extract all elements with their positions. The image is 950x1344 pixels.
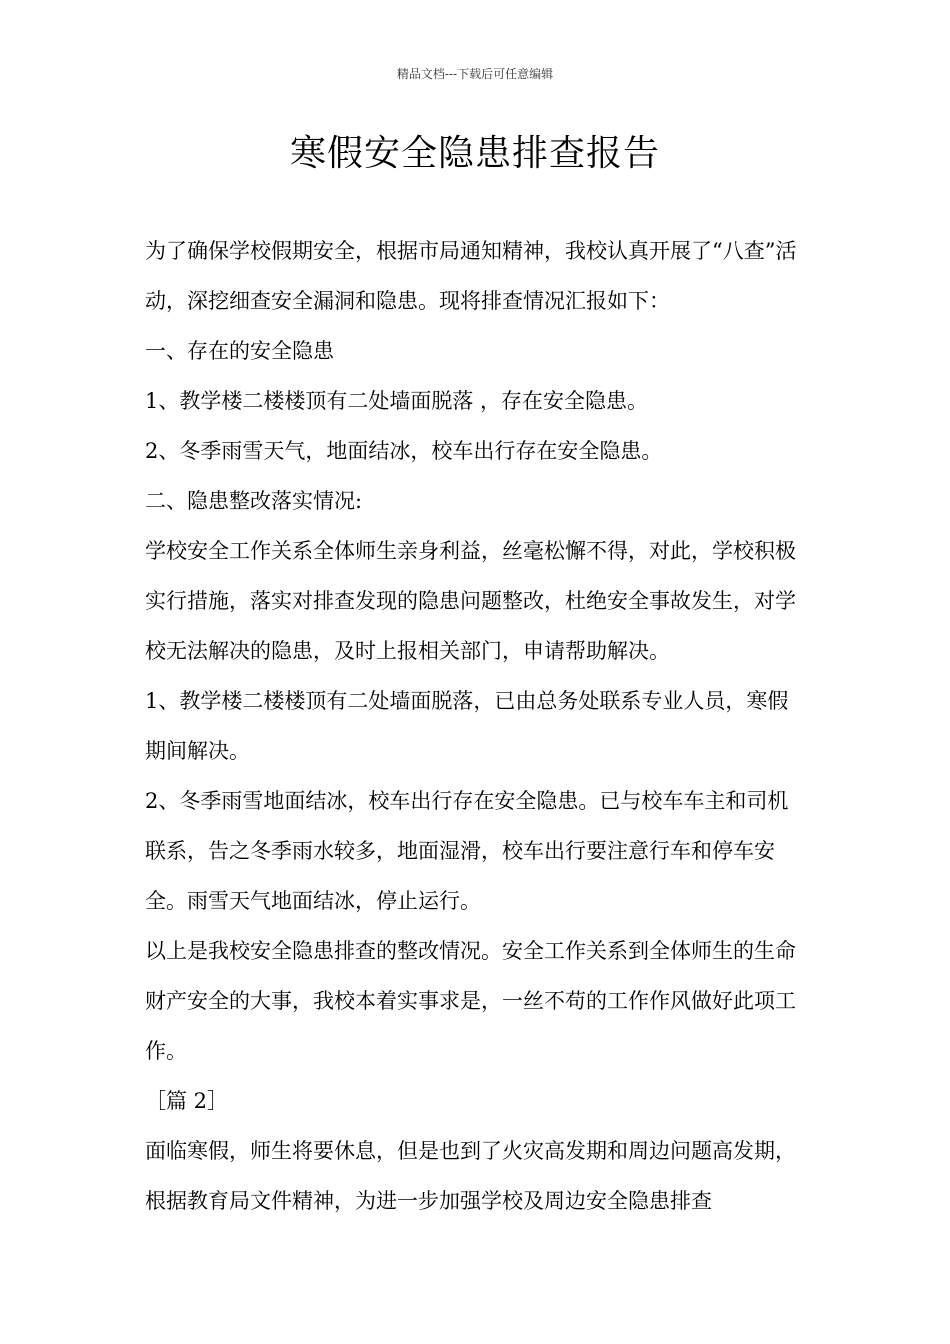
summary-paragraph: 以上是我校安全隐患排查的整改情况。安全工作关系到全体师生的生命财产安全的大事，我校本着实事求是，一丝不苟的工作作风做好此项工作。 xyxy=(145,939,796,1063)
document-title: 寒假安全隐患排查报告 xyxy=(289,133,660,174)
section-heading-rectification: 二、隐患整改落实情况: xyxy=(145,489,363,513)
hazard-item-2: 2、冬季雨雪天气，地面结冰，校车出行存在安全隐患。 xyxy=(145,439,663,463)
rectification-item-1: 1、教学楼二楼楼顶有二处墙面脱落，已由总务处联系专业人员，寒假期间解决。 xyxy=(145,689,789,763)
rectification-item-2: 2、冬季雨雪地面结冰，校车出行存在安全隐患。已与校车车主和司机联系，告之冬季雨水较多，地面湿滑，校车出行要注意行车和停车安全。雨雪天气地面结冰，停止运行。 xyxy=(145,789,789,913)
rectification-paragraph: 学校安全工作关系全体师生亲身利益，丝毫松懈不得，对此，学校积极实行措施，落实对排查发现的隐患问题整改，杜绝安全事故发生，对学校无法解决的隐患，及时上报相关部门，申请帮助解决。 xyxy=(145,539,796,663)
hazard-item-1: 1、教学楼二楼楼顶有二处墙面脱落 ，存在安全隐患。 xyxy=(145,389,649,413)
document-body xyxy=(145,226,807,1226)
header-note: 精品文档---下载后可任意编辑 xyxy=(396,67,554,81)
part-2-intro-paragraph: 面临寒假，师生将要休息，但是也到了火灾高发期和周边问题高发期，根据教育局文件精神，为进一步加强学校及周边安全隐患排查 xyxy=(145,1139,796,1213)
part-2-marker: ［篇 2］ xyxy=(145,1089,229,1113)
intro-paragraph: 为了确保学校假期安全，根据市局通知精神，我校认真开展了“八查”活动，深挖细查安全漏洞和隐患。现将排查情况汇报如下： xyxy=(145,239,797,313)
section-heading-hazards: 一、存在的安全隐患 xyxy=(145,339,334,363)
